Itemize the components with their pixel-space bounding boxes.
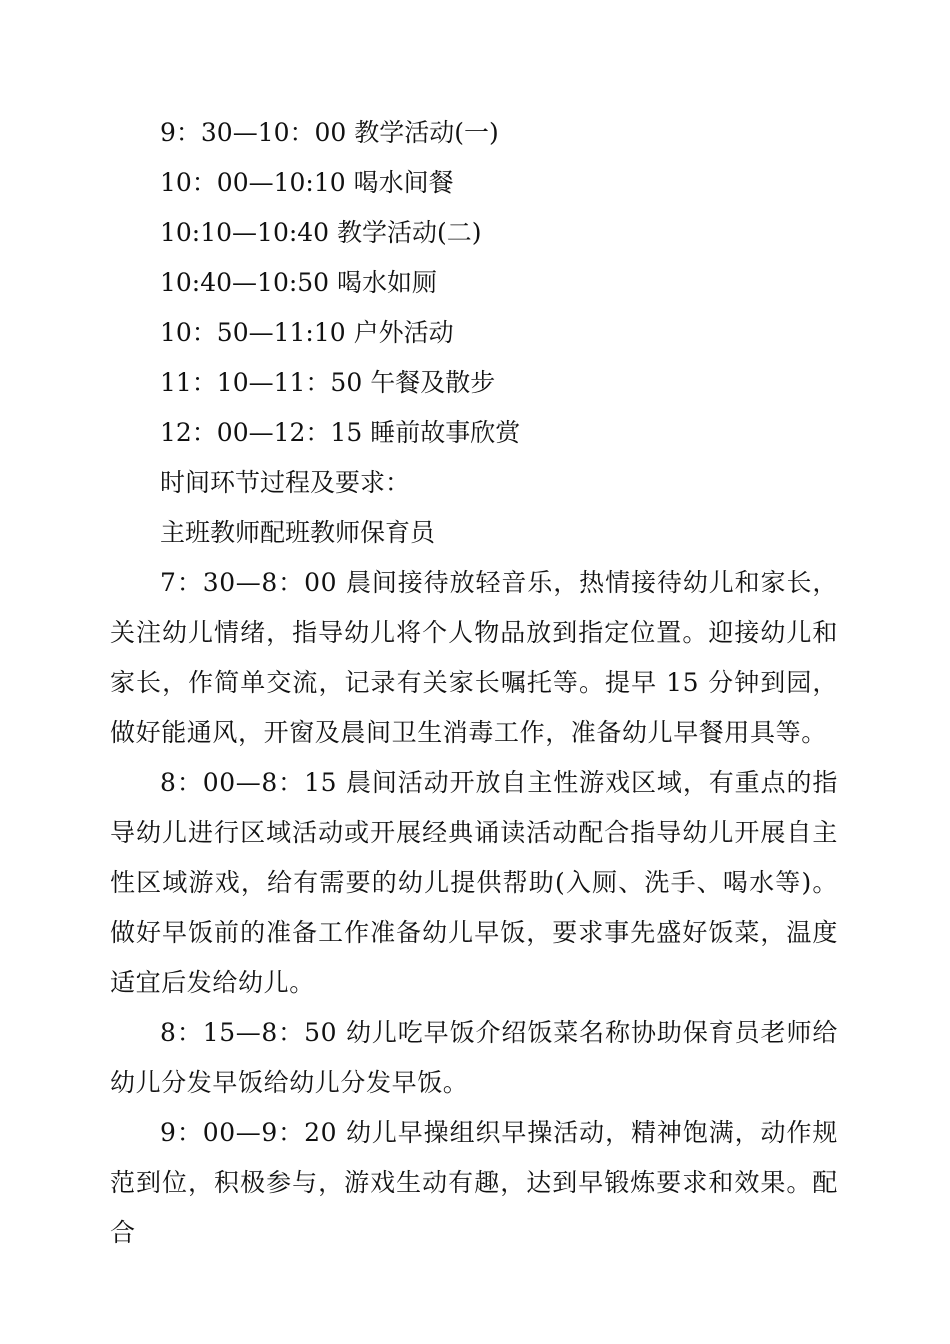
schedule-item: 10:40—10:50 喝水如厕 — [160, 268, 438, 297]
schedule-item: 10:10—10:40 教学活动(二) — [160, 218, 482, 247]
body-paragraph: 8：00—8：15 晨间活动开放自主性游戏区域，有重点的指导幼儿进行区域活动或开展经典诵读活动配合指导幼儿开展自主性区域游戏，给有需要的幼儿提供帮助(入厕、洗手、喝水等)。做好早饭前的准备工作准备幼儿早饭，要求事先盛好饭菜，温度适宜后发给幼儿。 — [110, 768, 838, 997]
roles-line: 主班教师配班教师保育员 — [160, 518, 436, 547]
schedule-item: 11：10—11：50 午餐及散步 — [160, 368, 496, 397]
body-paragraph: 7：30—8：00 晨间接待放轻音乐，热情接待幼儿和家长，关注幼儿情绪，指导幼儿将个人物品放到指定位置。迎接幼儿和家长，作简单交流，记录有关家长嘱托等。提早 15 分钟到园，做好能通风，开窗及晨间卫生消毒工作，准备幼儿早餐用具等。 — [110, 568, 838, 747]
body-paragraph: 8：15—8：50 幼儿吃早饭介绍饭菜名称协助保育员老师给幼儿分发早饭给幼儿分发早饭。 — [110, 1018, 838, 1097]
body-paragraph: 9：00—9：20 幼儿早操组织早操活动，精神饱满，动作规范到位，积极参与，游戏生动有趣，达到早锻炼要求和效果。配合 — [110, 1118, 838, 1247]
schedule-item: 10：00—10:10 喝水间餐 — [160, 168, 454, 197]
section-heading: 时间环节过程及要求： — [160, 468, 411, 497]
schedule-item: 12：00—12：15 睡前故事欣赏 — [160, 418, 521, 447]
schedule-item: 10：50—11:10 户外活动 — [160, 318, 454, 347]
schedule-item: 9：30—10：00 教学活动(一) — [160, 118, 499, 147]
document-page — [110, 108, 838, 1258]
